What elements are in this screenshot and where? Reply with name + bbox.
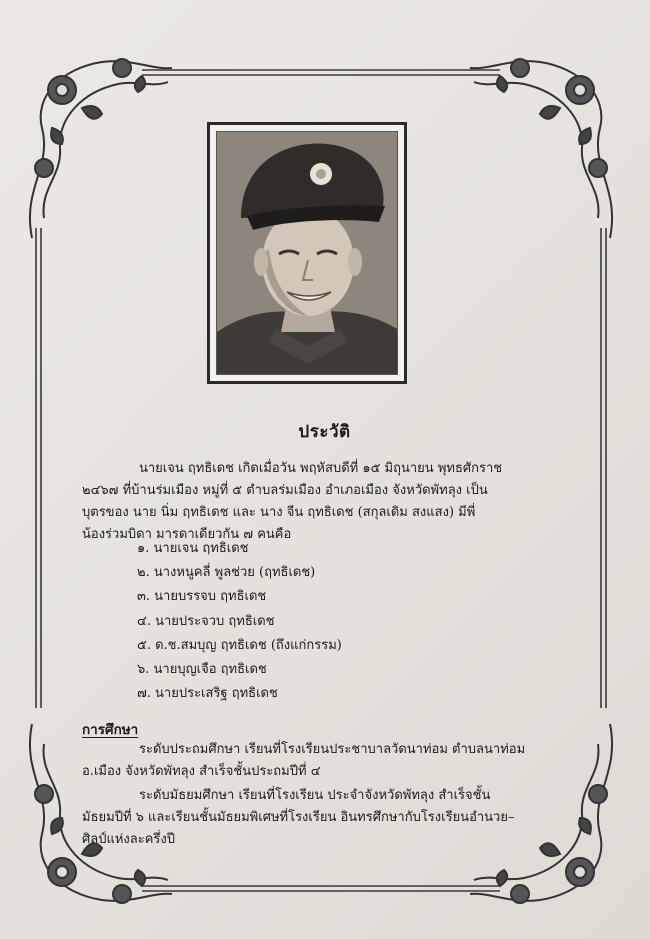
list-item: ๒. นางหนูคลี่ พูลช่วย (ฤทธิเดช) <box>137 565 316 581</box>
education-heading: การศึกษา <box>82 722 139 738</box>
list-item: ๔. นายประจวบ ฤทธิเดช <box>137 613 275 629</box>
biography-content <box>82 0 567 939</box>
education-secondary-paragraph <box>82 785 567 851</box>
education-line: มัธยมปีที่ ๖ และเรียนชั้นมัธยมพิเศษที่โรงเรียน อินทรศึกษากับโรงเรียนอำนวย– <box>82 810 515 825</box>
portrait-photo-frame <box>207 122 407 384</box>
education-line: ระดับมัธยมศึกษา เรียนที่โรงเรียน ประจำจังหวัดพัทลุง สำเร็จชั้น <box>139 788 491 803</box>
intro-line: บุตรของ นาย นิ่ม ฤทธิเดช และ นาง จีน ฤทธิเดช (สกุลเดิม สงแสง) มีพี่ <box>82 505 476 520</box>
portrait-photo <box>216 131 398 375</box>
biography-heading: ประวัติ <box>298 422 351 442</box>
list-item: ๑. นายเจน ฤทธิเดช <box>137 541 249 556</box>
list-item: ๗. นายประเสริฐ ฤทธิเดช <box>137 686 278 702</box>
education-line: อ.เมือง จังหวัดพัทลุง สำเร็จชั้นประถมปีที่ ๔ <box>82 764 321 779</box>
siblings-list <box>137 538 557 707</box>
education-line: ระดับประถมศึกษา เรียนที่โรงเรียนประชาบาลวัดนาท่อม ตำบลนาท่อม <box>139 742 526 757</box>
list-item: ๕. ด.ช.สมบุญ ฤทธิเดช (ถึงแก่กรรม) <box>137 637 342 653</box>
list-item: ๓. นายบรรจบ ฤทธิเดช <box>137 589 267 605</box>
intro-line: น้องร่วมบิดา มารดาเดียวกัน ๗ คนคือ <box>82 527 292 542</box>
intro-paragraph <box>82 458 567 546</box>
intro-line: นายเจน ฤทธิเดช เกิดเมื่อวัน พฤหัสบดีที่ ๑๕ มิถุนายน พุทธศักราช <box>139 461 503 476</box>
education-line: ศิลป์แห่งละครึ่งปี <box>82 832 175 847</box>
education-primary-paragraph <box>82 739 567 783</box>
intro-line: ๒๔๖๗ ที่บ้านร่มเมือง หมู่ที่ ๕ ตำบลร่มเมือง อำเภอเมือง จังหวัดพัทลุง เป็น <box>82 483 488 498</box>
list-item: ๖. นายบุญเจือ ฤทธิเดช <box>137 661 267 677</box>
soldier-portrait-illustration <box>217 132 398 375</box>
